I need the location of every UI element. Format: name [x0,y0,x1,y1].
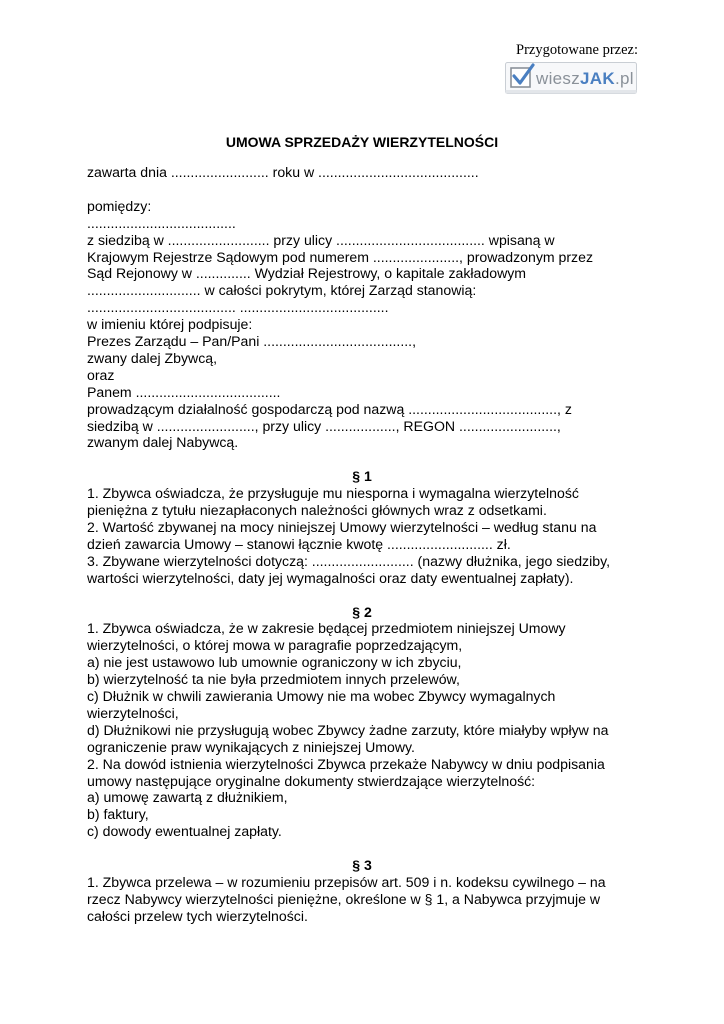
section-1-line: 2. Wartość zbywanej na mocy niniejszej Umowy wierzytelności – według stanu na [87,519,597,535]
party-line: Sąd Rejonowy w .............. Wydział Rejestrowy, o kapitale zakładowym [87,265,527,282]
party-line: z siedzibą w .......................... przy ulicy ...................................... wpisaną w [87,231,555,248]
section-1-line: 3. Zbywane wierzytelności dotyczą: .......................... (nazwy dłużnika, jego siedziby, [87,552,610,569]
document-title: UMOWA SPRZEDAŻY WIERZYTELNOŚCI [225,134,499,150]
section-1-line: pieniężna z tytułu niezapłaconych należności głównych wraz z odsetkami. [87,502,547,519]
party-line: ...................................... [87,214,236,231]
section-1-line: 1. Zbywca oświadcza, że przysługuje mu niesporna i wymagalna wierzytelność [87,485,579,502]
party-line: Panem ..................................... [87,383,281,400]
party-line: siedzibą w ........................., przy ulicy .................., REGON ........................., [87,417,561,434]
section-2-line: d) Dłużnikowi nie przysługują wobec Zbywcy żadne zarzuty, które miałyby wpływ na [87,721,609,738]
section-3-line: całości przelew tych wierzytelności. [87,907,308,924]
section-3-line: rzecz Nabywcy wierzytelności pieniężne, określone w § 1, a Nabywca przyjmuje w [87,890,601,907]
party-line: prowadzącym działalność gospodarczą pod nazwą ......................................, z [87,400,572,417]
checkbox-check-icon [511,65,533,87]
concluded-line: zawarta dnia ......................... roku w ......................................... [87,164,479,180]
section-2-line: ograniczenie praw wynikających z niniejszej Umowy. [87,738,415,755]
party-line: w imieniu której podpisuje: [87,316,253,333]
party-line: ...................................... ...................................... [87,299,389,316]
section-2-line: umowy następujące oryginalne dokumenty stwierdzające wierzytelność: [87,772,536,789]
section-1-heading: § 1 [352,468,372,485]
section-2-line: wierzytelności, o której mowa w paragrafie poprzedzającym, [87,637,463,654]
between-label: pomiędzy: [87,197,152,214]
section-3-line: 1. Zbywca przelewa – w rozumieniu przepisów art. 509 i n. kodeksu cywilnego – na [87,874,606,890]
section-2-heading: § 2 [352,603,372,620]
logo-text-jak: JAK [580,69,615,88]
party-line: zwanym dalej Nabywcą. [87,434,239,451]
section-2-line: 2. Na dowód istnienia wierzytelności Zbywca przekaże Nabywcy w dniu podpisania [87,755,605,772]
logo-text-wiesz: wiesz [536,69,581,88]
contract-body [87,164,647,925]
section-2-line: a) umowę zawartą z dłużnikiem, [87,789,288,806]
section-1-line: dzień zawarcia Umowy – stanowi łącznie kwotę ........................... zł. [87,535,511,552]
section-2-line: b) wierzytelność ta nie była przedmiotem innych przelewów, [87,671,460,688]
section-2-line: c) Dłużnik w chwili zawierania Umowy nie ma wobec Zbywcy wymagalnych [87,688,556,705]
section-2-line: 1. Zbywca oświadcza, że w zakresie będącej przedmiotem niniejszej Umowy [87,620,566,637]
party-line: Prezes Zarządu – Pan/Pani ......................................, [87,333,416,350]
section-2-line: a) nie jest ustawowo lub umownie ograniczony w ich zbyciu, [87,654,462,671]
wieszjak-logo [505,62,637,94]
party-line: zwany dalej Zbywcą, [87,349,218,366]
logo-text-pl: .pl [614,69,634,88]
section-2-line: c) dowody ewentualnej zapłaty. [87,823,282,840]
section-1-line: wartości wierzytelności, daty jej wymagalności oraz daty ewentualnej zapłaty). [87,569,574,586]
section-2-line: b) faktury, [87,806,149,823]
svg-text:wieszJAK.pl [535,69,634,88]
party-line: oraz [87,366,115,383]
party-line: ............................. w całości pokrytym, której Zarząd stanowią: [87,282,477,299]
party-line: Krajowym Rejestrze Sądowym pod numerem ......................, prowadzonym przez [87,248,593,265]
section-2-line: wierzytelności, [87,704,179,721]
section-3-heading: § 3 [352,857,372,874]
prepared-by-label: Przygotowane przez: [516,42,638,58]
